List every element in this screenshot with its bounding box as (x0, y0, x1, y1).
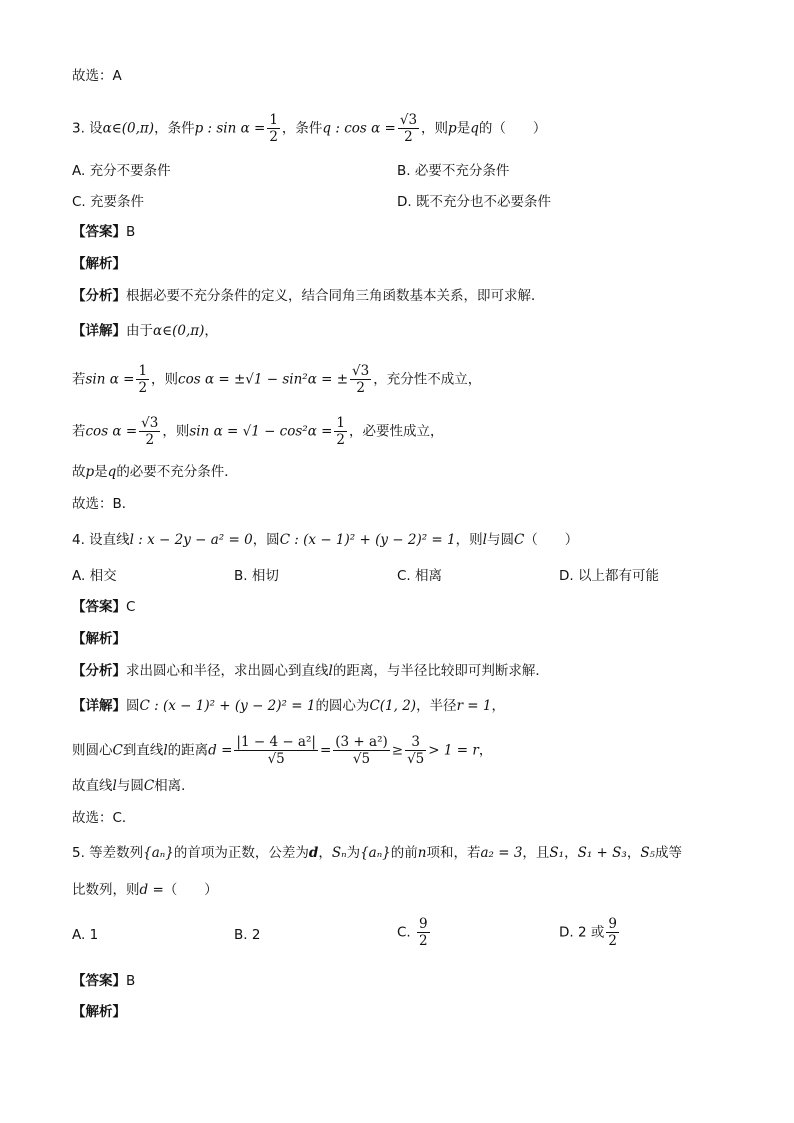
q4-math: l (482, 532, 487, 548)
q3-analysis-label: 【解析】 (72, 256, 126, 272)
q5-text: 的前 (390, 845, 418, 861)
step-fraction (350, 363, 371, 396)
q4-conclusion (72, 776, 195, 796)
frac-den: 2 (356, 380, 365, 396)
q3-math: q (322, 120, 332, 137)
xiangjie-math: C : (x − 1)² + (y − 2)² = 1 (139, 698, 316, 714)
q3-math: : cos α = (331, 120, 396, 137)
dist-fraction (405, 734, 426, 767)
step-math: sin α = √1 − cos²α = (189, 423, 333, 440)
q5-text: ， (626, 845, 641, 861)
q4-option-d[interactable]: D. 以上都有可能 (559, 568, 659, 584)
dist-math: l (163, 742, 168, 759)
frac-den: √5 (267, 751, 285, 767)
q3-text: ，则 (421, 120, 449, 137)
q3-text: ，条件 (281, 120, 323, 137)
q3-option-c[interactable]: C. 充要条件 (72, 194, 145, 210)
q5-option-a[interactable]: A. 1 (72, 927, 99, 943)
fenxi-label: 【分析】 (72, 663, 126, 679)
q5-option-b[interactable]: B. 2 (234, 927, 261, 943)
frac-num: 9 (608, 916, 617, 932)
fenxi-text: 的距离，与半径比较即可判断求解． (332, 663, 549, 679)
frac-den: 2 (419, 933, 428, 949)
q3-text: 设 (89, 120, 103, 137)
dist-text: 到直线 (122, 742, 164, 759)
q4-xiangjie (72, 696, 505, 716)
q5-option-c[interactable] (397, 916, 432, 949)
answer-label: 【答案】 (72, 973, 126, 989)
conc-text: 故直线 (72, 778, 113, 794)
dist-math: > 1 = r (428, 742, 479, 759)
q4-distance (72, 734, 492, 767)
q3-fraction (267, 112, 280, 145)
frac-num: |1 − 4 − a²| (236, 734, 316, 750)
conc-math: C (143, 778, 155, 794)
step-text: ，则 (162, 423, 190, 440)
frac-num: 3 (405, 734, 426, 751)
q5-text: 项和，若 (426, 845, 481, 861)
frac-num: √3 (399, 112, 418, 128)
frac-den: 2 (336, 432, 346, 448)
q5-analysis-label: 【解析】 (72, 1004, 126, 1020)
conc-text: 故 (72, 464, 86, 480)
q3-math: p (448, 120, 457, 137)
q3-math: α∈(0,π) (102, 120, 155, 137)
option-fraction (606, 916, 619, 949)
q3-xiangjie (72, 321, 218, 341)
xiangjie-math: C(1, 2) (369, 698, 417, 714)
frac-den: 2 (145, 432, 155, 448)
q3-text: 是 (456, 120, 471, 137)
q5-text: 比数列，则 (72, 882, 140, 898)
answer-value: B (126, 973, 136, 989)
step-text: ，充分性不成立， (373, 371, 482, 388)
q4-stem (72, 530, 578, 550)
punct: ， (478, 742, 493, 759)
prev-select-line: 故选：A (72, 68, 122, 84)
conc-text: 的必要不充分条件． (116, 464, 238, 480)
xiangjie-text: ，半径 (416, 698, 457, 714)
q5-text: ， (318, 845, 332, 861)
frac-den: 2 (138, 380, 148, 396)
q4-text: ，则 (455, 532, 483, 548)
frac-den: 2 (269, 129, 278, 145)
option-label: D. 2 或 (559, 924, 605, 941)
q4-math: C (513, 532, 525, 548)
q3-stem (72, 112, 546, 145)
frac-num: 1 (269, 112, 278, 128)
q5-text: 成等 (654, 845, 682, 861)
q5-math: S₅ (640, 845, 655, 861)
fenxi-text: 根据必要不充分条件的定义，结合同角三角函数基本关系，即可求解． (126, 288, 545, 304)
step-fraction (139, 415, 160, 448)
dist-fraction (333, 734, 389, 767)
frac-num: 1 (138, 363, 148, 379)
xiangjie-text: 圆 (126, 698, 140, 714)
q5-math: S₁ + S₃ (577, 845, 627, 861)
frac-den: √5 (352, 751, 371, 767)
q5-math: d (308, 845, 319, 861)
q5-math: {aₙ} (143, 845, 174, 861)
step-fraction (334, 415, 347, 448)
q3-fenxi (72, 286, 545, 306)
q5-math: a₂ = 3 (480, 845, 523, 861)
xiangjie-text: 的圆心为 (315, 698, 370, 714)
step-fraction (136, 363, 149, 396)
frac-den: 2 (404, 129, 413, 145)
q5-stem-line1 (72, 843, 682, 863)
option-label: C. (397, 924, 411, 941)
step-math: sin α = (85, 371, 135, 388)
q4-text: （ ） (524, 532, 579, 548)
q3-select: 故选：B． (72, 496, 136, 512)
q3-conclusion (72, 462, 238, 482)
q4-text: ，圆 (252, 532, 280, 548)
fenxi-text: 求出圆心和半径，求出圆心到直线 (126, 663, 329, 679)
answer-value: B (126, 224, 136, 240)
conc-text: 是 (94, 464, 108, 480)
q4-analysis-label: 【解析】 (72, 631, 126, 647)
frac-num: 1 (336, 415, 346, 431)
q5-math: d (139, 882, 149, 898)
xiangjie-label: 【详解】 (72, 698, 126, 714)
dist-math: = (319, 742, 332, 759)
q4-text: 与圆 (486, 532, 514, 548)
step-text: 若 (72, 423, 86, 440)
fenxi-label: 【分析】 (72, 288, 126, 304)
q3-option-b[interactable]: B. 必要不充分条件 (397, 163, 510, 179)
q5-math: {aₙ} (360, 845, 391, 861)
q3-step-2 (72, 415, 444, 448)
dist-math: ≥ (391, 742, 404, 759)
fenxi-math: l (328, 663, 333, 679)
q3-math: p (194, 120, 204, 137)
option-fraction (417, 916, 430, 949)
q4-text: 设直线 (89, 532, 130, 548)
q4-option-c[interactable]: C. 相离 (397, 568, 443, 584)
q3-text: ，条件 (154, 120, 195, 137)
q3-option-d[interactable]: D. 既不充分也不必要条件 (397, 194, 551, 210)
frac-den: 2 (608, 933, 617, 949)
q5-answer (72, 971, 135, 991)
q3-answer (72, 222, 135, 242)
dist-text: 则圆心 (72, 742, 113, 759)
frac-num: 9 (419, 916, 428, 932)
frac-num: √3 (352, 363, 370, 379)
q3-number: 3. (72, 120, 90, 137)
step-math: cos α = ±√1 − sin²α = ± (178, 371, 349, 388)
q4-math: l : x − 2y − a² = 0 (129, 532, 253, 548)
q3-step-1 (72, 363, 481, 396)
dist-math: d = (208, 742, 233, 759)
xiangjie-math: α∈(0,π) (153, 323, 205, 339)
q5-text: =（ ） (148, 882, 218, 898)
answer-label: 【答案】 (72, 599, 126, 615)
q4-number: 4. (72, 532, 90, 548)
dist-text: 的距离 (167, 742, 209, 759)
q5-text: ， (564, 845, 578, 861)
q5-stem-line2 (72, 880, 218, 900)
punct: ， (204, 323, 218, 339)
conc-text: 相离． (154, 778, 195, 794)
conc-math: p (85, 464, 95, 480)
step-text: 若 (72, 371, 86, 388)
q5-text: 为 (346, 845, 361, 861)
q5-math: S₁ (549, 845, 565, 861)
q5-math: Sₙ (331, 845, 347, 861)
conc-math: q (107, 464, 117, 480)
xiangjie-math: r = 1 (456, 698, 492, 714)
q4-answer (72, 597, 135, 617)
q4-option-b[interactable]: B. 相切 (234, 568, 279, 584)
answer-label: 【答案】 (72, 224, 126, 240)
frac-num: (3 + a²) (335, 734, 388, 750)
q3-math: : sin α = (203, 120, 266, 137)
q4-select: 故选：C． (72, 810, 136, 826)
answer-value: C (126, 599, 136, 615)
q5-text: 的首项为正数，公差为 (173, 845, 309, 861)
q5-option-d[interactable] (559, 916, 621, 949)
step-text: ，必要性成立， (349, 423, 444, 440)
frac-num: √3 (141, 415, 159, 431)
q5-math: n (417, 845, 427, 861)
q4-fenxi (72, 661, 549, 681)
q5-text: 等差数列 (89, 845, 144, 861)
punct: ， (491, 698, 505, 714)
q4-option-a[interactable]: A. 相交 (72, 568, 117, 584)
dist-fraction (234, 734, 318, 767)
conc-text: 与圆 (116, 778, 144, 794)
q3-math: q (470, 120, 479, 137)
conc-math: l (112, 778, 117, 794)
xiangjie-label: 【详解】 (72, 323, 126, 339)
step-text: ，则 (151, 371, 179, 388)
q4-math: C : (x − 1)² + (y − 2)² = 1 (279, 532, 456, 548)
step-math: cos α = (85, 423, 138, 440)
dist-math: C (112, 742, 123, 759)
q5-number: 5. (72, 845, 90, 861)
q3-option-a[interactable]: A. 充分不要条件 (72, 163, 171, 179)
frac-den: √5 (407, 751, 425, 767)
q3-fraction (398, 112, 419, 145)
q5-text: ，且 (522, 845, 550, 861)
xiangjie-text: 由于 (126, 323, 153, 339)
q3-text: 的（ ） (478, 120, 547, 137)
